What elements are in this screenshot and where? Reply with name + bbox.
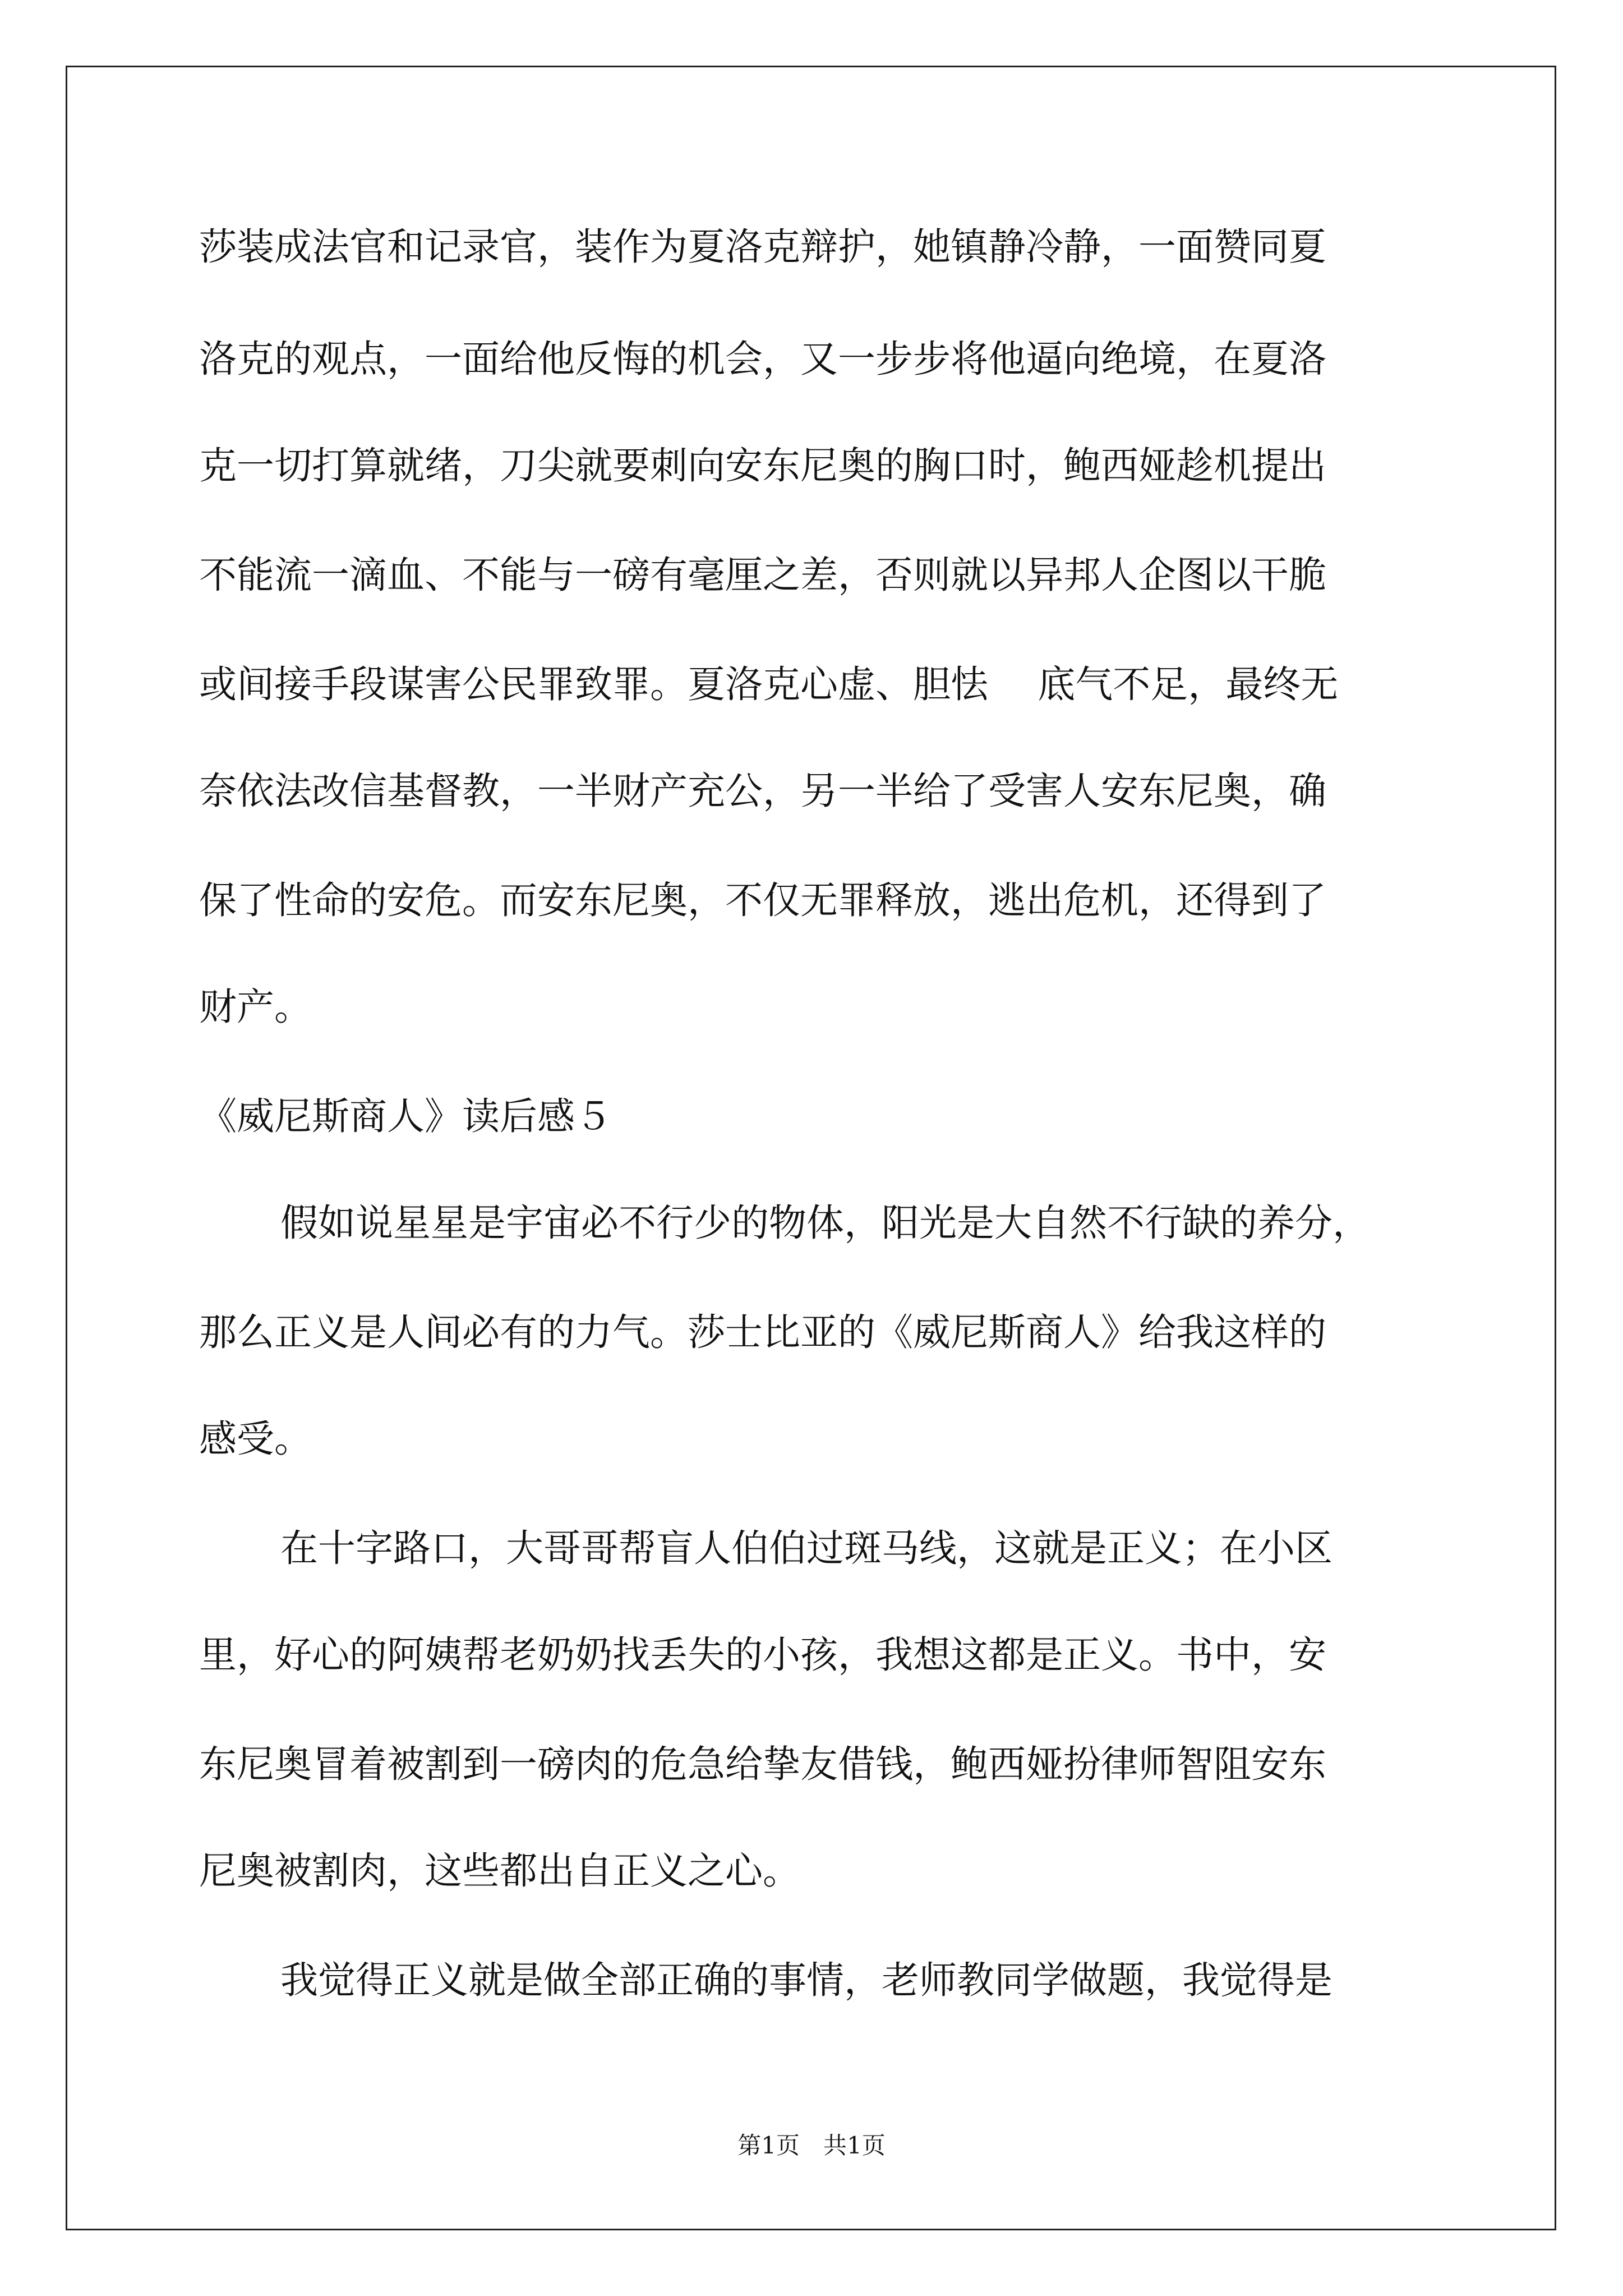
body-line: 尼奥被割肉，这些都出自正义之心。: [199, 1849, 800, 1893]
body-line: 东尼奥冒着被割到一磅肉的危急给挚友借钱，鲍西娅扮律师智阻安东: [199, 1742, 1326, 1786]
body-line: 克一切打算就绪，刀尖就要刺向安东尼奥的胸口时，鲍西娅趁机提出: [199, 444, 1326, 487]
body-line: 保了性命的安危。而安东尼奥，不仅无罪释放，逃出危机，还得到了: [199, 878, 1326, 922]
page-border: [66, 66, 1556, 2230]
body-line: 奈依法改信基督教，一半财产充公，另一半给了受害人安东尼奥，确: [199, 769, 1326, 813]
body-line: 我觉得正义就是做全部正确的事情，老师教同学做题，我觉得是: [280, 1958, 1332, 2002]
body-line: 财产。: [199, 985, 312, 1029]
body-line: 在十字路口，大哥哥帮盲人伯伯过斑马线，这就是正义；在小区: [280, 1526, 1332, 1570]
body-line: 假如说星星是宇宙必不行少的物体，阳光是大自然不行缺的养分，: [280, 1201, 1370, 1245]
body-line: 洛克的观点，一面给他反悔的机会，又一步步将他逼向绝境，在夏洛: [199, 337, 1326, 381]
section-heading: 《威尼斯商人》读后感５: [199, 1094, 612, 1138]
page-footer: 第1页 共1页: [737, 2132, 886, 2159]
body-line: 莎装成法官和记录官，装作为夏洛克辩护，她镇静冷静，一面赞同夏: [199, 225, 1326, 269]
body-line: 感受。: [199, 1417, 312, 1461]
body-line: 或间接手段谋害公民罪致罪。夏洛克心虚、胆怯 底气不足，最终无: [199, 662, 1339, 706]
body-line: 不能流一滴血、不能与一磅有毫厘之差，否则就以异邦人企图以干脆: [199, 553, 1326, 597]
body-line: 里，好心的阿姨帮老奶奶找丢失的小孩，我想这都是正义。书中，安: [199, 1633, 1326, 1677]
body-line: 那么正义是人间必有的力气。莎士比亚的《威尼斯商人》给我这样的: [199, 1310, 1326, 1354]
